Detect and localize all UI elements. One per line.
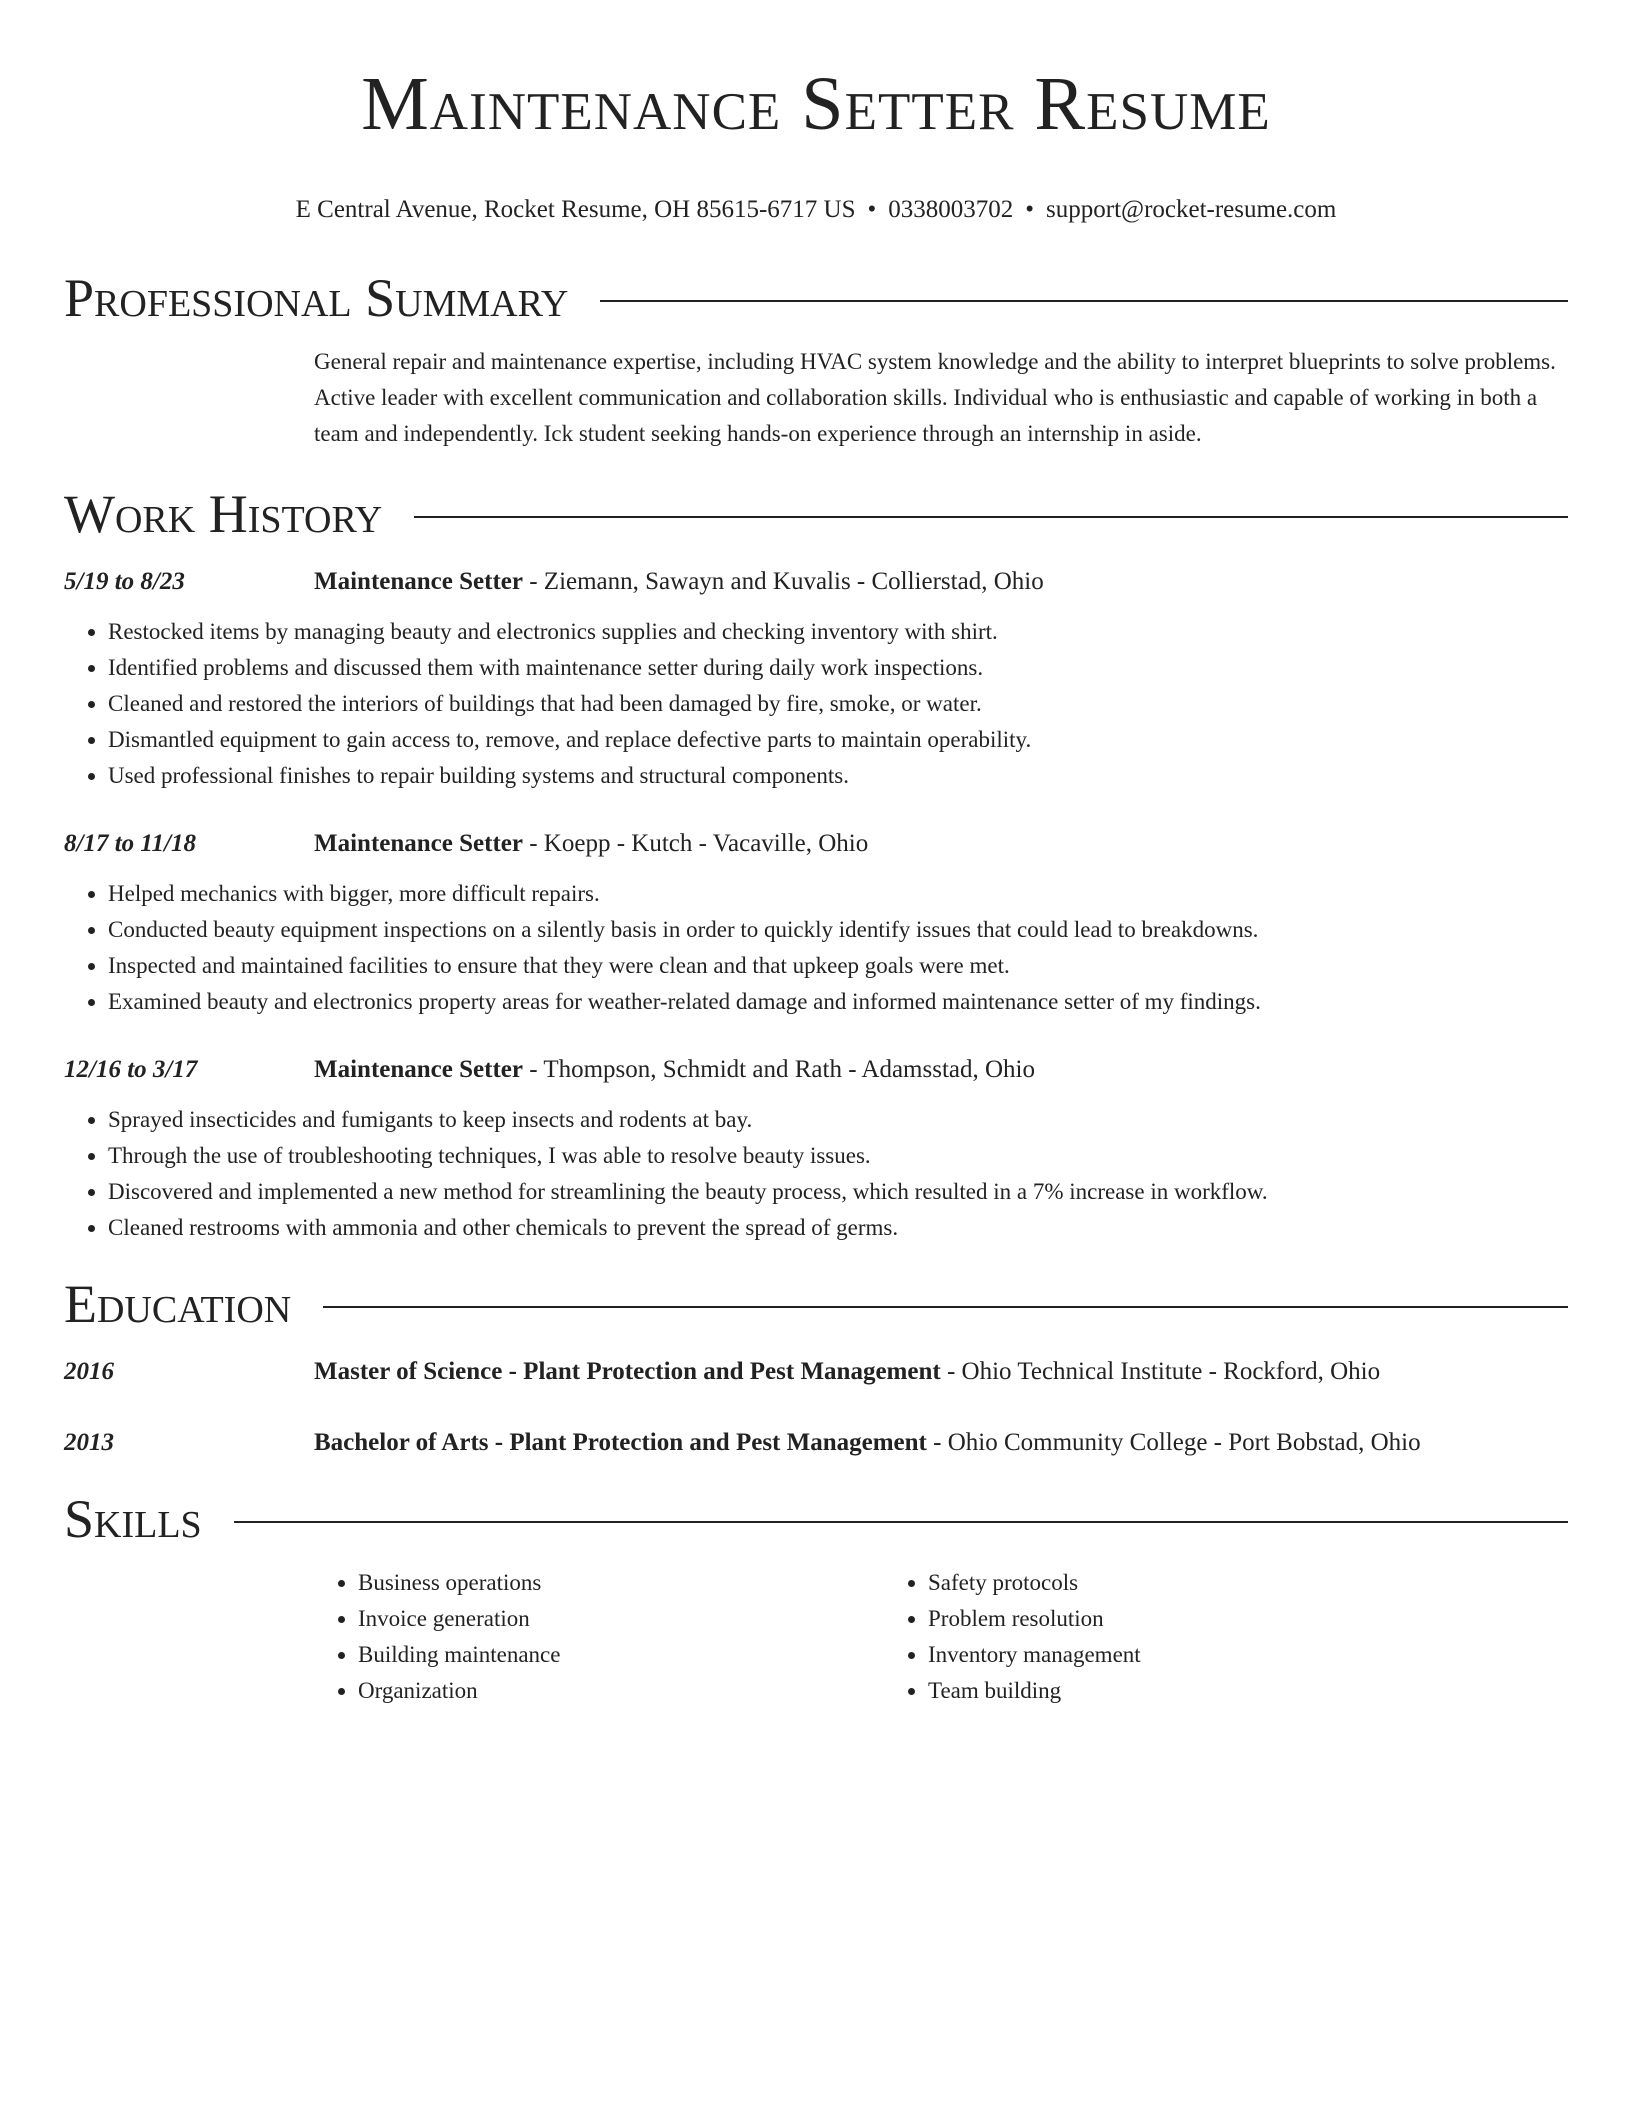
education-degree: Bachelor of Arts - Plant Protection and Pest Management (314, 1429, 927, 1456)
job-bullets (64, 614, 1568, 794)
skills-column-left (314, 1565, 884, 1709)
section-divider (323, 1306, 1568, 1308)
job-bullet: • Used professional finishes to repair building systems and structural components. (108, 758, 1568, 794)
skill-item: • Invoice generation (358, 1601, 884, 1637)
work-section-header (64, 482, 1568, 546)
job-bullets (64, 876, 1568, 1020)
job-dates: 8/17 to 11/18 (64, 830, 196, 857)
skills-heading: Skills (64, 1489, 202, 1549)
section-divider (600, 300, 1568, 302)
summary-text: General repair and maintenance expertise, including HVAC system knowledge and the ability to interpret blueprints to solve problems. Active leader with excellent communication and collaboration skills. Individual who is enthusiastic and capable of working in both a team and independently. Ick student seeking hands-on experience through an internship in aside. (314, 349, 1556, 446)
contact-phone: 0338003702 (888, 196, 1014, 223)
skill-item: • Business operations (358, 1565, 884, 1601)
job-bullet: • Through the use of troubleshooting techniques, I was able to resolve beauty issues. (108, 1138, 1568, 1174)
job-details: - Koepp - Kutch - Vacaville, Ohio (522, 830, 869, 857)
job-bullet: • Discovered and implemented a new method for streamlining the beauty process, which resulted in a 7% increase in workflow. (108, 1174, 1568, 1210)
summary-section-header (64, 266, 1568, 330)
job-entry (64, 1052, 1568, 1246)
job-bullet: • Dismantled equipment to gain access to, remove, and replace defective parts to maintain operability. (108, 722, 1568, 758)
education-details: - Ohio Technical Institute - Rockford, Ohio (940, 1358, 1381, 1385)
contact-separator: • (1025, 196, 1035, 223)
job-dates: 12/16 to 3/17 (64, 1056, 198, 1083)
skills-column-right (884, 1565, 1454, 1709)
skill-item: • Building maintenance (358, 1637, 884, 1673)
job-bullet: • Cleaned and restored the interiors of buildings that had been damaged by fire, smoke, or water. (108, 686, 1568, 722)
job-title: Maintenance Setter (314, 1056, 523, 1083)
job-details: - Thompson, Schmidt and Rath - Adamsstad, Ohio (522, 1056, 1035, 1083)
job-bullet: • Cleaned restrooms with ammonia and other chemicals to prevent the spread of germs. (108, 1210, 1568, 1246)
education-degree: Master of Science - Plant Protection and Pest Management (314, 1358, 941, 1385)
job-dates: 5/19 to 8/23 (64, 568, 185, 595)
education-year: 2016 (64, 1358, 114, 1385)
skills-section-header (64, 1487, 1568, 1551)
job-details: - Ziemann, Sawayn and Kuvalis - Collierstad, Ohio (522, 568, 1044, 595)
education-entry (64, 1425, 1568, 1461)
skill-item: • Problem resolution (928, 1601, 1454, 1637)
contact-address: E Central Avenue, Rocket Resume, OH 85615-6717 US (295, 196, 856, 223)
education-year: 2013 (64, 1429, 114, 1456)
job-bullet: • Inspected and maintained facilities to ensure that they were clean and that upkeep goals were met. (108, 948, 1568, 984)
education-heading: Education (64, 1274, 292, 1334)
education-entry (64, 1354, 1568, 1390)
job-bullet: • Identified problems and discussed them with maintenance setter during daily work inspections. (108, 650, 1568, 686)
contact-email: support@rocket-resume.com (1046, 196, 1337, 223)
section-divider (414, 516, 1568, 518)
summary-heading: Professional Summary (64, 268, 569, 328)
job-bullet: • Conducted beauty equipment inspections on a silently basis in order to quickly identify issues that could lead to breakdowns. (108, 912, 1568, 948)
job-entry (64, 826, 1568, 1020)
work-heading: Work History (64, 484, 383, 544)
job-bullet: • Examined beauty and electronics property areas for weather-related damage and informed maintenance setter of my findings. (108, 984, 1568, 1020)
skill-item: • Team building (928, 1673, 1454, 1709)
education-details: - Ohio Community College - Port Bobstad, Ohio (926, 1429, 1421, 1456)
job-title: Maintenance Setter (314, 568, 523, 595)
job-bullet: • Restocked items by managing beauty and electronics supplies and checking inventory with shirt. (108, 614, 1568, 650)
resume-title: Maintenance Setter Resume (361, 62, 1271, 146)
skill-item: • Organization (358, 1673, 884, 1709)
job-bullets (64, 1102, 1568, 1246)
skill-item: • Inventory management (928, 1637, 1454, 1673)
skills-list (314, 1565, 1568, 1709)
education-section-header (64, 1272, 1568, 1336)
job-title: Maintenance Setter (314, 830, 523, 857)
job-bullet: • Sprayed insecticides and fumigants to keep insects and rodents at bay. (108, 1102, 1568, 1138)
skill-item: • Safety protocols (928, 1565, 1454, 1601)
job-entry (64, 564, 1568, 794)
contact-separator: • (867, 196, 877, 223)
contact-line (64, 194, 1568, 226)
section-divider (234, 1521, 1568, 1523)
job-bullet: • Helped mechanics with bigger, more difficult repairs. (108, 876, 1568, 912)
